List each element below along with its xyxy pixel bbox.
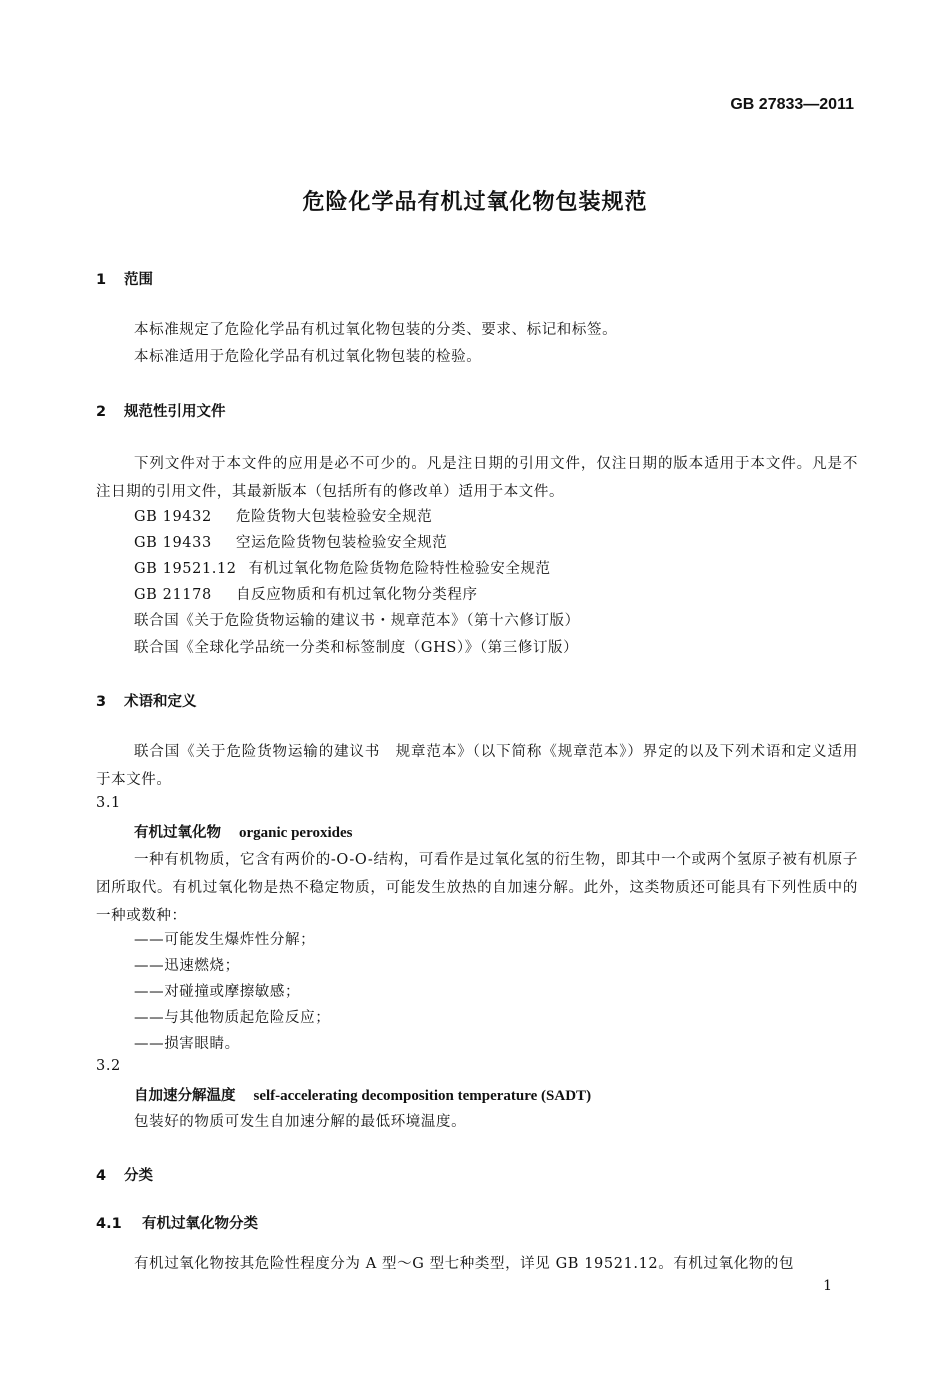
reference-code: GB 21178 [134, 587, 212, 603]
section-title: 范围 [124, 272, 153, 288]
list-item: ——迅速燃烧； [134, 958, 240, 974]
subsection-number: 4.1 [96, 1216, 122, 1232]
section-number: 1 [96, 272, 107, 288]
reference-item [134, 583, 478, 604]
document-title: 危险化学品有机过氧化物包装规范 [302, 190, 648, 215]
section-1-heading [96, 268, 153, 289]
term-heading [134, 1084, 591, 1105]
section-number: 2 [96, 404, 107, 420]
section-title: 分类 [124, 1168, 153, 1184]
reference-item [134, 557, 551, 578]
reference-code: GB 19521.12 [134, 561, 237, 577]
section-title: 术语和定义 [124, 694, 197, 710]
reference-item [134, 531, 447, 552]
term-number: 3.1 [96, 795, 121, 811]
list-item: ——对碰撞或摩擦敏感； [134, 984, 301, 1000]
subsection-title: 有机过氧化物分类 [142, 1216, 258, 1232]
subsection-4-1-heading [96, 1212, 258, 1233]
section-2-heading [96, 400, 226, 421]
section-number: 3 [96, 694, 107, 710]
reference-item: 联合国《全球化学品统一分类和标签制度（GHS）》（第三修订版） [134, 640, 579, 656]
section-4-paragraph: 有机过氧化物按其危险性程度分为 A 型～G 型七种类型，详见 GB 19521.12。有机过氧化物的包 [134, 1256, 795, 1272]
standard-number: GB 27833—2011 [730, 96, 854, 113]
page-number: 1 [823, 1278, 832, 1294]
section-title: 规范性引用文件 [124, 404, 226, 420]
list-item: ——可能发生爆炸性分解； [134, 932, 316, 948]
term-definition: 包装好的物质可发生自加速分解的最低环境温度。 [134, 1114, 467, 1130]
reference-title: 空运危险货物包装检验安全规范 [236, 535, 448, 551]
term-number: 3.2 [96, 1058, 121, 1074]
term-english: self-accelerating decomposition temperature (SADT) [253, 1088, 592, 1104]
section-number: 4 [96, 1168, 107, 1184]
section-1-paragraph-2: 本标准适用于危险化学品有机过氧化物包装的检验。 [134, 349, 482, 365]
section-2-intro: 下列文件对于本文件的应用是必不可少的。凡是注日期的引用文件，仅注日期的版本适用于本文件。凡是不注日期的引用文件，其最新版本（包括所有的修改单）适用于本文件。 [96, 456, 858, 500]
reference-item [134, 505, 432, 526]
term-heading [134, 821, 352, 842]
term-chinese: 自加速分解温度 [134, 1087, 236, 1104]
term-chinese: 有机过氧化物 [134, 824, 221, 841]
reference-code: GB 19433 [134, 535, 212, 551]
term-definition: 一种有机物质，它含有两价的-O-O-结构，可看作是过氧化氢的衍生物，即其中一个或两个氢原子被有机原子团所取代。有机过氧化物是热不稳定物质，可能发生放热的自加速分解。此外，这类物质还可能具有下列性质中的一种或数种： [96, 852, 858, 924]
term-english: organic peroxides [239, 825, 353, 841]
reference-title: 危险货物大包装检验安全规范 [236, 509, 433, 525]
reference-title: 自反应物质和有机过氧化物分类程序 [236, 587, 478, 603]
section-3-intro: 联合国《关于危险货物运输的建议书 规章范本》（以下简称《规章范本》）界定的以及下列术语和定义适用于本文件。 [96, 744, 858, 788]
reference-item: 联合国《关于危险货物运输的建议书・规章范本》（第十六修订版） [134, 613, 580, 629]
list-item: ——与其他物质起危险反应； [134, 1010, 331, 1026]
section-1-paragraph-1: 本标准规定了危险化学品有机过氧化物包装的分类、要求、标记和标签。 [134, 322, 618, 338]
section-3-heading [96, 690, 197, 711]
reference-code: GB 19432 [134, 509, 212, 525]
reference-title: 有机过氧化物危险货物危险特性检验安全规范 [248, 561, 551, 577]
section-4-heading [96, 1164, 153, 1185]
list-item: ——损害眼睛。 [134, 1036, 240, 1052]
